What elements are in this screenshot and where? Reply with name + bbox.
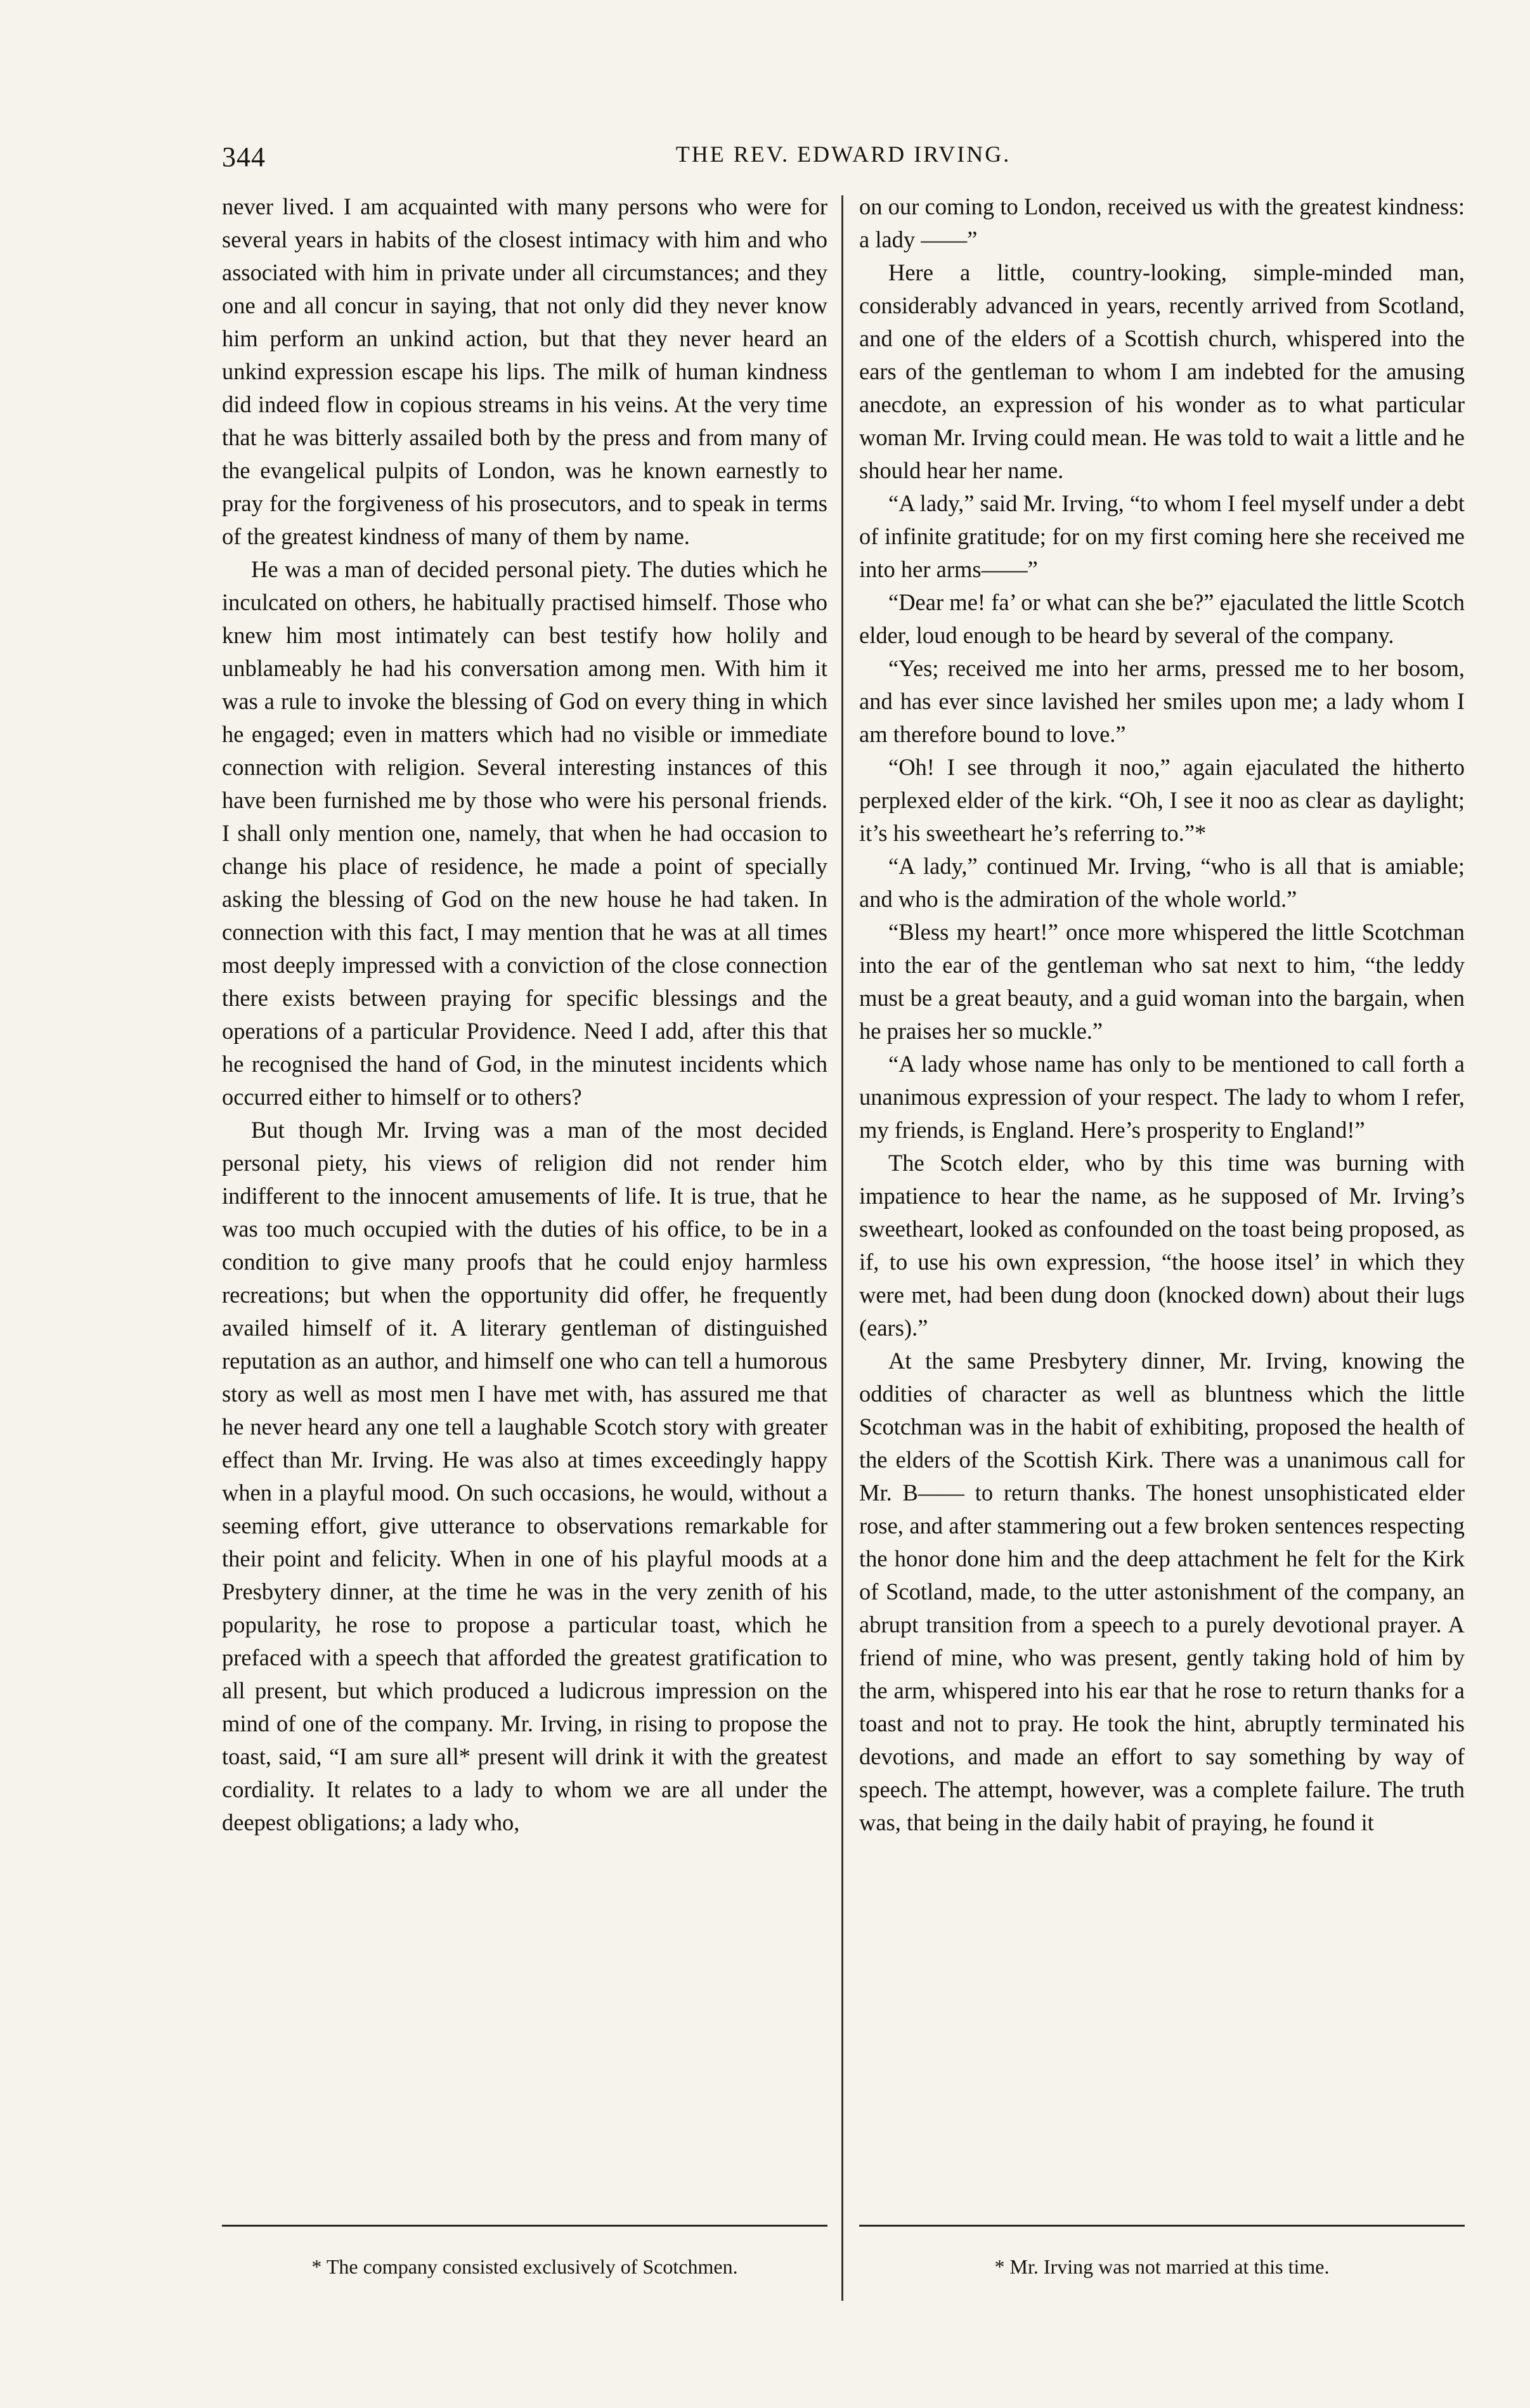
left-column [222,190,827,2207]
running-title: THE REV. EDWARD IRVING. [675,141,1011,167]
paragraph: He was a man of decided personal piety. The duties which he inculcated on others, he habitually practised himself. Those who knew him most intimately can best testify how holily and unblameably he had his conversation among men. With him it was a rule to invoke the blessing of God on every thing in which he engaged; even in matters which had no visible or immediate connection with religion. Several interesting instances of this have been furnished me by those who were his personal friends. I shall only mention one, namely, that when he had occasion to change his place of residence, he made a point of specially asking the blessing of God on the new house he had taken. In connection with this fact, I may mention that he was at all times most deeply impressed with a conviction of the close connection there exists between praying for specific blessings and the operations of a particular Providence. Need I add, after this that he recognised the hand of God, in the minutest incidents which occurred either to himself or to others? [222,556,827,1110]
paragraph: “A lady whose name has only to be mentioned to call forth a unanimous expression of your respect. The lady to whom I refer, my friends, is England. Here’s prosperity to England!” [859,1051,1465,1143]
footnote-rule-left [222,2225,827,2227]
page-header [222,141,1465,179]
paragraph: “A lady,” continued Mr. Irving, “who is all that is amiable; and who is the admiration of the whole world.” [859,853,1465,912]
column-divider [841,195,843,2301]
paragraph: never lived. I am acquainted with many persons who were for several years in habits of the closest intimacy with him and who associated with him in private under all circumstances; and they one and all concur in saying, that not only did they never know him perform an unkind action, but that they never heard an unkind expression escape his lips. The milk of human kindness did indeed flow in copious streams in his veins. At the very time that he was bitterly assailed both by the press and from many of the evangelical pulpits of London, was he known earnestly to pray for the forgiveness of his prosecutors, and to speak in terms of the greatest kindness of many of them by name. [222,193,827,549]
paragraph: “Yes; received me into her arms, pressed me to her bosom, and has ever since lavished her smiles upon me; a lady whom I am therefore bound to love.” [859,655,1465,747]
footnote-rule-right [859,2225,1465,2227]
paragraph: The Scotch elder, who by this time was burning with impatience to hear the name, as he supposed of Mr. Irving’s sweetheart, looked as confounded on the toast being proposed, as if, to use his own expression, “the hoose itsel’ in which they were met, had been dung doon (knocked down) about their lugs (ears).” [859,1150,1465,1341]
paragraph: At the same Presbytery dinner, Mr. Irving, knowing the oddities of character as well as bluntness which the little Scotchman was in the habit of exhibiting, proposed the health of the elders of the Scottish Kirk. There was a unanimous call for Mr. B—— to return thanks. The honest unsophisticated elder rose, and after stammering out a few broken sentences respecting the honor done him and the deep attachment he felt for the Kirk of Scotland, made, to the utter astonishment of the company, an abrupt transition from a speech to a purely devotional prayer. A friend of mine, who was present, gently taking hold of him by the arm, whispered into his ear that he rose to return thanks for a toast and not to pray. He took the hint, abruptly terminated his devotions, and made an effort to say something by way of speech. The attempt, however, was a complete failure. The truth was, that being in the daily habit of praying, he found it [859,1348,1465,1835]
paragraph: But though Mr. Irving was a man of the most decided personal piety, his views of religion did not render him indifferent to the innocent amusements of life. It is true, that he was too much occupied with the duties of his office, to be in a condition to give many proofs that he could enjoy harmless recreations; but when the opportunity did offer, he frequently availed himself of it. A literary gentleman of distinguished reputation as an author, and himself one who can tell a humorous story as well as most men I have met with, has assured me that he never heard any one tell a laughable Scotch story with greater effect than Mr. Irving. He was also at times exceedingly happy when in a playful mood. On such occasions, he would, without a seeming effort, give utterance to observations remarkable for their point and felicity. When in one of his playful moods at a Presbytery dinner, at the time he was in the very zenith of his popularity, he rose to propose a particular toast, which he prefaced with a speech that afforded the greatest gratification to all present, but which produced a ludicrous impression on the mind of one of the company. Mr. Irving, in rising to propose the toast, said, “I am sure all* present will drink it with the greatest cordiality. It relates to a lady to whom we are all under the deepest obligations; a lady who, [222,1117,827,1835]
text-columns [222,190,1465,2207]
paragraph: “Bless my heart!” once more whispered the little Scotchman into the ear of the gentleman who sat next to him, “the leddy must be a great beauty, and a guid woman into the bargain, when he praises her so muckle.” [859,919,1465,1044]
right-column [859,190,1465,2207]
paragraph: “A lady,” said Mr. Irving, “to whom I feel myself under a debt of infinite gratitude; for on my first coming here she received me into her arms——” [859,490,1465,582]
paragraph: Here a little, country-looking, simple-minded man, considerably advanced in years, recently arrived from Scotland, and one of the elders of a Scottish church, whispered into the ears of the gentleman to whom I am indebted for the amusing anecdote, an expression of his wonder as to what particular woman Mr. Irving could mean. He was told to wait a little and he should hear her name. [859,259,1465,483]
footnote-left: * The company consisted exclusively of Scotchmen. [311,2255,738,2278]
footnote-right: * Mr. Irving was not married at this time. [994,2255,1330,2278]
paragraph: “Dear me! fa’ or what can she be?” ejaculated the little Scotch elder, loud enough to be heard by several of the company. [859,589,1465,648]
page-number: 344 [222,141,266,172]
paragraph: “Oh! I see through it noo,” again ejaculated the hitherto perplexed elder of the kirk. “Oh, I see it noo as clear as daylight; it’s his sweetheart he’s referring to.”* [859,754,1465,846]
paragraph: on our coming to London, received us with the greatest kindness: a lady ——” [859,193,1465,252]
